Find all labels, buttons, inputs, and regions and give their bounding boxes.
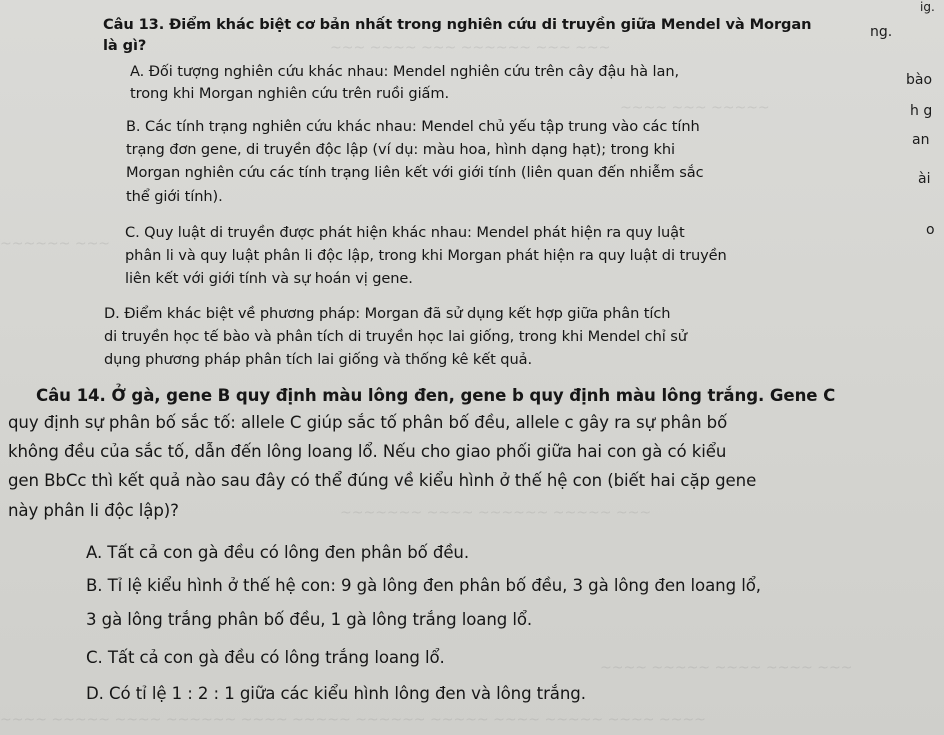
q13-option-c-cont: phân li và quy luật phân li độc lập, trong khi Morgan phát hiện ra quy luật di truyền [125,247,727,264]
cropped-margin-text: ài [918,171,931,187]
bleed-through-text: ~~~ ~~~~ ~~~ ~~~~~~ ~~~ ~~~ [330,40,611,56]
q14-option-d: D. Có tỉ lệ 1 : 2 : 1 giữa các kiểu hình lông đen và lông trắng. [86,684,586,703]
question-14-text: này phân li độc lập)? [8,501,179,520]
question-14-text: quy định sự phân bố sắc tố: allele C giúp sắc tố phân bố đều, allele c gây ra sự phân bố [8,413,728,432]
cropped-margin-text: ng. [870,24,893,40]
q13-option-c: C. Quy luật di truyền được phát hiện khác nhau: Mendel phát hiện ra quy luật [125,224,685,241]
bleed-through-text: ~~~~ ~~~ ~~~~~ [620,100,770,116]
cropped-margin-text: o [926,222,935,238]
question-13-title: Câu 13. Điểm khác biệt cơ bản nhất trong nghiên cứu di truyền giữa Mendel và Morgan [103,16,812,33]
cropped-margin-text: h g [910,103,933,119]
q13-option-d-cont: dụng phương pháp phân tích lai giống và thống kê kết quả. [104,351,532,368]
q13-option-b-cont: Morgan nghiên cứu các tính trạng liên kết với giới tính (liên quan đến nhiễm sắc [126,164,704,181]
q14-option-a: A. Tất cả con gà đều có lông đen phân bố đều. [86,543,470,562]
q13-option-d: D. Điểm khác biệt về phương pháp: Morgan đã sử dụng kết hợp giữa phân tích [104,305,671,322]
q13-option-b-cont: thể giới tính). [126,188,223,205]
cropped-margin-text: bào [906,72,933,88]
q14-option-c: C. Tất cả con gà đều có lông trắng loang lổ. [86,648,445,667]
bleed-through-text: ~~~~ ~~~~~ ~~~~ ~~~~ ~~~ [600,660,853,676]
q14-option-b: B. Tỉ lệ kiểu hình ở thế hệ con: 9 gà lông đen phân bố đều, 3 gà lông đen loang lổ, [86,576,761,595]
cropped-margin-text: ig. [920,0,935,14]
q13-option-c-cont: liên kết với giới tính và sự hoán vị gene. [125,270,413,287]
question-14-text: gen BbCc thì kết quả nào sau đây có thể đúng về kiểu hình ở thế hệ con (biết hai cặp gene [8,471,757,490]
question-14-text: không đều của sắc tố, dẫn đến lông loang lổ. Nếu cho giao phối giữa hai con gà có kiểu [8,442,727,461]
q13-option-b: B. Các tính trạng nghiên cứu khác nhau: Mendel chủ yếu tập trung vào các tính [126,118,700,135]
q14-option-b-cont: 3 gà lông trắng phân bố đều, 1 gà lông trắng loang lổ. [86,610,533,629]
bleed-through-text: ~~~~~~ ~~~ [0,236,111,252]
bleed-through-text: ~~~~~~~ ~~~~ ~~~~~~ ~~~~~ ~~~ [340,505,652,521]
q13-option-a-cont: trong khi Morgan nghiên cứu trên ruồi giấm. [130,85,450,102]
question-13-title-cont: là gì? [103,37,147,54]
bleed-through-text: ~~~~ ~~~~~ ~~~~ ~~~~~~ ~~~~ ~~~~~ ~~~~~~ ~~~~~ ~~~~ ~~~~~ ~~~~ ~~~~ [0,712,706,728]
q13-option-d-cont: di truyền học tế bào và phân tích di truyền học lai giống, trong khi Mendel chỉ sử [104,328,687,345]
cropped-margin-text: an [912,132,930,148]
question-14-title: Câu 14. Ở gà, gene B quy định màu lông đen, gene b quy định màu lông trắng. Gene C [36,386,836,405]
q13-option-b-cont: trạng đơn gene, di truyền độc lập (ví dụ: màu hoa, hình dạng hạt); trong khi [126,141,675,158]
q13-option-a: A. Đối tượng nghiên cứu khác nhau: Mendel nghiên cứu trên cây đậu hà lan, [130,63,680,80]
